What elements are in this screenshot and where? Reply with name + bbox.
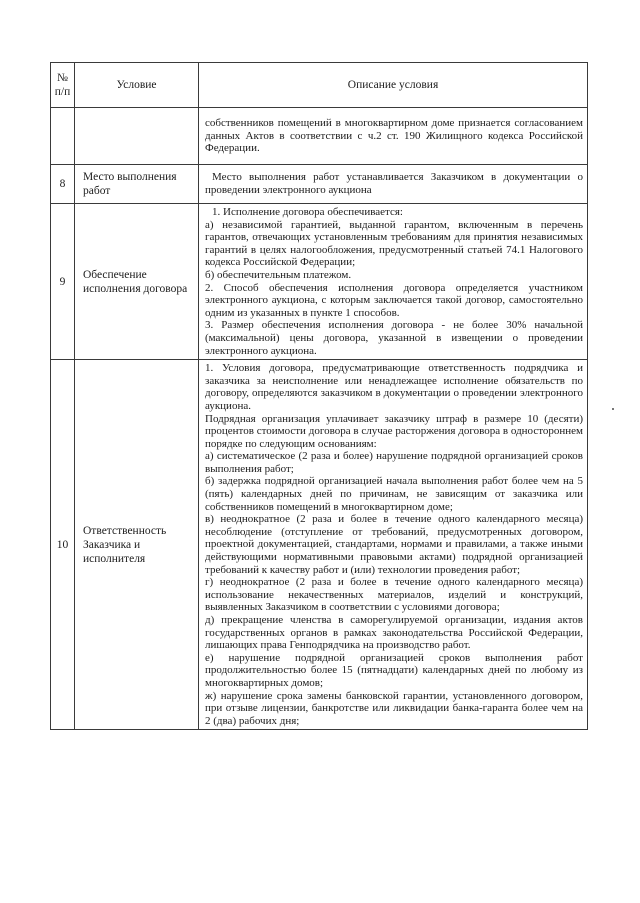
table-row-10: [51, 360, 588, 730]
header-number-line2: п/п: [54, 86, 71, 98]
scan-speck: [612, 408, 614, 410]
row-number: 9: [51, 204, 75, 360]
row-number: [51, 108, 75, 165]
contract-conditions-table: [50, 62, 588, 730]
description-paragraph: 1. Условия договора, предусматривающие ответственность подрядчика и заказчика за неисполнение или ненадлежащее исполнение обязательств по договору, определяются заказчиком в документации о проведении электронного аукциона.: [205, 362, 583, 412]
row-description: [199, 204, 588, 360]
description-paragraph: б) обеспечительным платежом.: [205, 268, 352, 281]
row-condition: Обеспечение исполнения договора: [75, 204, 199, 360]
description-paragraph: а) независимой гарантией, выданной гарантом, включенным в перечень гарантов, отвечающих установленным требованиям для принятия независимых гарантий в целях налогообложения, предусмотренный статьей 74.1 Налогового кодекса Российской Федерации;: [205, 218, 583, 269]
description-paragraph: собственников помещений в многоквартирном доме признается согласованием данных Актов в соответствии с ч.2 ст. 190 Жилищного кодекса Российской Федерации.: [205, 117, 583, 155]
row-condition: Ответственность Заказчика и исполнителя: [75, 360, 199, 730]
description-paragraph: 2. Способ обеспечения исполнения договора определяется участником электронного аукциона, с которым заключается такой договор, самостоятельно одним из указанных в пункте 1 способов.: [205, 281, 583, 319]
row-description: [199, 360, 588, 730]
row-number: 8: [51, 165, 75, 204]
description-paragraph: е) нарушение подрядной организацией сроков выполнения работ продолжительностью более 15 (пятнадцати) календарных дней по любому из многоквартирных домов;: [205, 651, 583, 689]
description-paragraph: ж) нарушение срока замены банковской гарантии, установленного договором, при отзыве лицензии, банкротстве или ликвидации банка-гаранта более чем на 2 (два) рабочих дня;: [205, 689, 583, 727]
header-number-line1: №: [57, 72, 68, 84]
description-paragraph: д) прекращение членства в саморегулируемой организации, издания актов государственных органов в рамках законодательства Российской Федерации, лишающих права Генподрядчика на производство работ.: [205, 614, 583, 652]
description-paragraph: в) неоднократное (2 раза и более в течение одного календарного месяца) несоблюдение (отступление от требований, предусмотренных договором, проектной документацией, стандартами, нормами и правилами, а также иными действующими нормативными правовыми актами) подрядной организацией требований к качеству работ и (или) технологии проведения работ;: [205, 513, 583, 576]
description-paragraph: б) задержка подрядной организацией начала выполнения работ более чем на 5 (пять) календарных дней по причинам, не зависящим от заказчика или собственников помещений в многоквартирном доме;: [205, 475, 583, 513]
description-paragraph: Подрядная организация уплачивает заказчику штраф в размере 10 (десяти) процентов стоимости договора в случае расторжения договора в одностороннем порядке по следующим основаниям:: [205, 412, 583, 450]
header-number: [51, 63, 75, 108]
row-condition: [75, 108, 199, 165]
row-description: [199, 108, 588, 165]
table-row-8: [51, 165, 588, 204]
description-paragraph: 1. Исполнение договора обеспечивается:: [212, 206, 403, 218]
row-description: [199, 165, 588, 204]
row-number: 10: [51, 360, 75, 730]
description-paragraph: Место выполнения работ устанавливается Заказчиком в документации о проведении электронного аукциона: [205, 171, 583, 196]
description-paragraph: а) систематическое (2 раза и более) нарушение подрядной организацией сроков выполнения работ;: [205, 450, 583, 475]
row-condition: Место выполнения работ: [75, 165, 199, 204]
table-row-continuation: [51, 108, 588, 165]
description-paragraph: 3. Размер обеспечения исполнения договора - не более 30% начальной (максимальной) цены договора, указанной в извещении о проведении электронного аукциона.: [205, 319, 583, 357]
header-description: Описание условия: [199, 63, 588, 108]
header-condition: Условие: [75, 63, 199, 108]
table-row-9: [51, 204, 588, 360]
table-header-row: [51, 63, 588, 108]
description-paragraph: г) неоднократное (2 раза и более в течение одного календарного месяца) использование некачественных материалов, изделий и конструкций, выявленных Заказчиком в соответствии с условиями договора;: [205, 576, 583, 614]
